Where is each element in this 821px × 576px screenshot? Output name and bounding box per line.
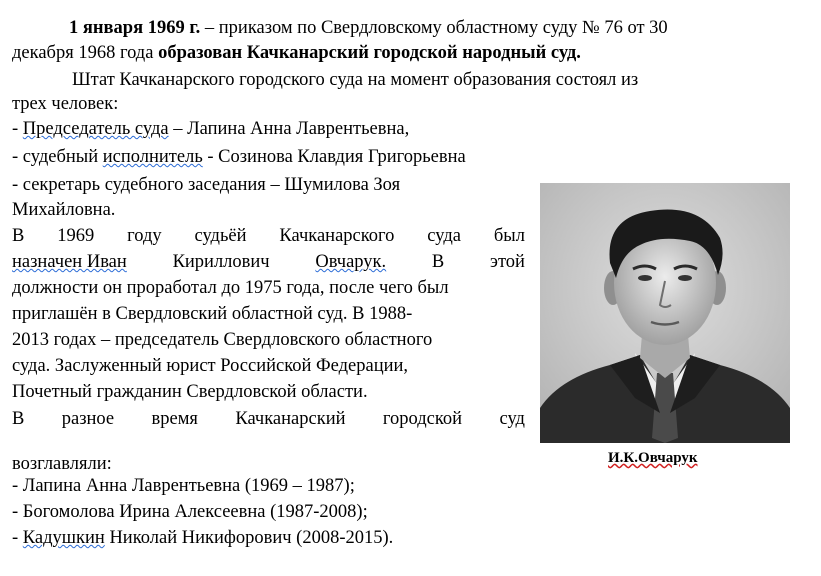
para-3-line-6: суда. Заслуженный юрист Российской Федерации,: [12, 356, 409, 376]
heads-item-2: - Богомолова Ирина Алексеевна (1987-2008);: [12, 502, 368, 522]
name-text: - Созинова Клавдия Григорьевна: [202, 147, 466, 167]
word: время: [151, 409, 198, 429]
para-1-text: – приказом по Свердловскому областному суду № 76 от 30: [200, 18, 668, 38]
para-1-line-2: [12, 41, 581, 65]
word: Качканарский: [235, 409, 346, 429]
word: городской: [382, 409, 463, 429]
para-3-line-4: приглашён в Свердловский областной суд. В 1988-: [12, 304, 413, 324]
date-text: 1 января 1969 г.: [69, 18, 201, 38]
word: был: [493, 226, 525, 246]
bullet: -: [12, 119, 23, 139]
role-text: - судебный: [12, 147, 103, 167]
word: В: [12, 226, 25, 246]
para-3-line-3: должности он проработал до 1975 года, после чего был: [12, 278, 449, 298]
word: В: [12, 409, 25, 429]
heads-item-3: [12, 526, 393, 550]
word: В: [431, 252, 445, 272]
para-1-bold-text: образован Качканарский городской народный суд.: [158, 43, 581, 63]
para-1-line-1: [69, 16, 668, 40]
name-text: Николай Никифорович (2008-2015).: [104, 528, 394, 548]
heads-item-1: - Лапина Анна Лаврентьевна (1969 – 1987);: [12, 476, 355, 496]
para-3-line-1: [12, 224, 525, 248]
bullet: -: [12, 528, 23, 548]
portrait-illustration: [540, 183, 790, 443]
staff-item-secretary-cont: Михайловна.: [12, 200, 116, 220]
word: году: [127, 226, 162, 246]
para-2-line-1: Штат Качканарского городского суда на момент образования состоял из: [72, 70, 639, 90]
word: разное: [61, 409, 115, 429]
word: судьёй: [194, 226, 247, 246]
role-text-underlined: исполнитель: [102, 147, 203, 167]
portrait-photo: [540, 183, 790, 443]
para-3-line-7: Почетный гражданин Свердловской области.: [12, 382, 368, 402]
para-3-line-5: 2013 годах – председатель Свердловского областного: [12, 330, 433, 350]
word: 1969: [57, 226, 95, 246]
word: Качканарского: [279, 226, 395, 246]
photo-caption: И.К.Овчарук: [608, 450, 698, 466]
para-1-text-2: декабря 1968 года: [12, 43, 159, 63]
heads-intro: возглавляли:: [12, 454, 112, 474]
word-underlined: назначен Иван: [12, 252, 127, 272]
word: этой: [490, 252, 525, 272]
staff-item-chairman: [12, 117, 409, 141]
para-2-line-2: трех человек:: [12, 94, 119, 114]
word: суд: [499, 409, 525, 429]
para-3-line-2: [12, 250, 525, 274]
staff-item-bailiff: [12, 145, 466, 169]
role-text: Председатель суда: [22, 119, 169, 139]
word-underlined: Овчарук.: [315, 252, 387, 272]
word: суда: [427, 226, 461, 246]
name-text: – Лапина Анна Лаврентьевна,: [168, 119, 410, 139]
staff-item-secretary: - секретарь судебного заседания – Шумилова Зоя: [12, 175, 401, 195]
word: Кириллович: [172, 252, 270, 272]
surname-underlined: Кадушкин: [22, 528, 105, 548]
para-3-line-8: [12, 407, 525, 431]
